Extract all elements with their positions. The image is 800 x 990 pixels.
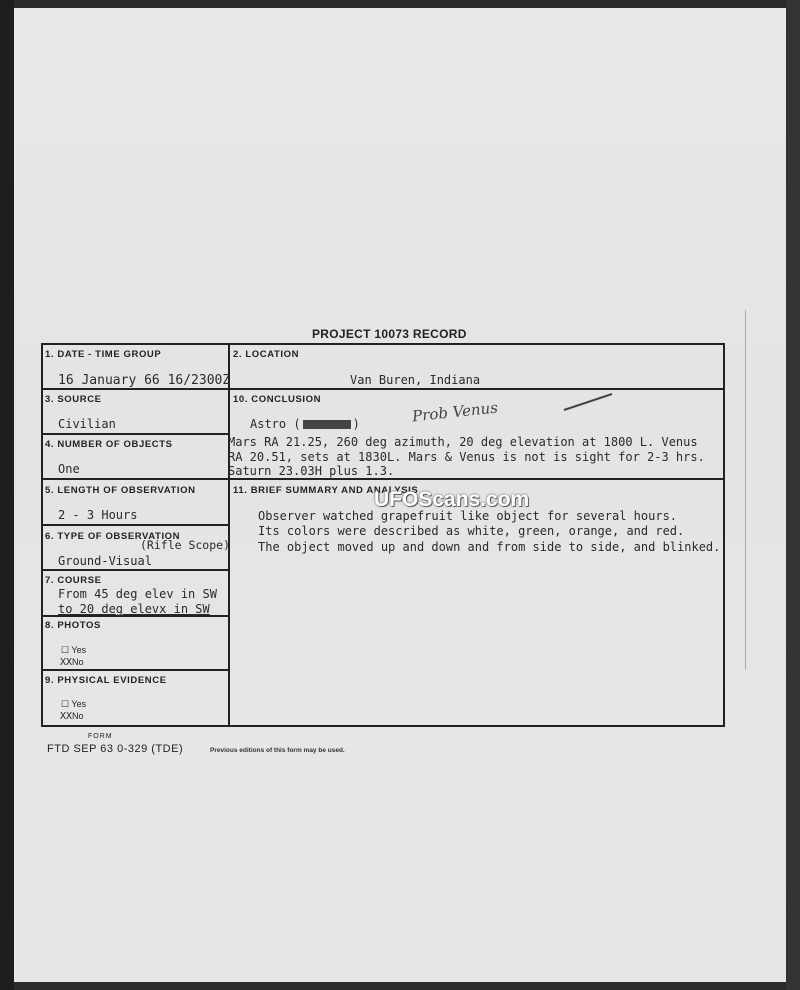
photos-no-label: No xyxy=(72,657,84,667)
conclusion-line-3: Saturn 23.03H plus 1.3. xyxy=(228,464,395,478)
photos-no-option xyxy=(60,657,84,668)
conclusion-paren-close: ) xyxy=(352,417,360,431)
course-line-2: to 20 deg elevx in SW xyxy=(58,602,210,616)
type-of-observation-label: 6. TYPE OF OBSERVATION xyxy=(45,531,181,542)
form-title: PROJECT 10073 RECORD xyxy=(312,327,467,341)
location-label: 2. LOCATION xyxy=(233,349,300,360)
summary-line-3: The object moved up and down and from side to side, and blinked. xyxy=(258,540,721,554)
date-time-group-value: 16 January 66 16/2300Z xyxy=(58,373,231,388)
photos-label: 8. PHOTOS xyxy=(45,620,101,631)
conclusion-value-text: Astro ( xyxy=(250,417,301,431)
date-time-group-label: 1. DATE - TIME GROUP xyxy=(45,349,162,360)
length-of-observation-label: 5. LENGTH OF OBSERVATION xyxy=(45,485,196,496)
physical-evidence-yes-label: Yes xyxy=(71,699,87,709)
footer-note: Previous editions of this form may be used. xyxy=(210,747,345,754)
redaction-mark xyxy=(303,420,351,429)
scan-margin-line xyxy=(745,310,746,670)
physical-evidence-yes-option xyxy=(61,699,86,710)
conclusion-value xyxy=(250,417,360,431)
conclusion-label: 10. CONCLUSION xyxy=(233,394,322,405)
footer-form-id: FTD SEP 63 0-329 (TDE) xyxy=(47,743,184,755)
scan-right-edge xyxy=(786,0,800,990)
length-of-observation-value: 2 - 3 Hours xyxy=(58,508,138,522)
scan-left-edge xyxy=(0,0,14,990)
course-label: 7. COURSE xyxy=(45,575,102,586)
watermark: UFOScans.com xyxy=(374,488,530,511)
physical-evidence-no-mark: XX xyxy=(60,711,73,722)
photos-yes-option xyxy=(61,645,86,656)
summary-line-1: Observer watched grapefruit like object for several hours. xyxy=(258,509,678,523)
type-of-observation-note: (Rifle Scope) xyxy=(140,538,231,552)
physical-evidence-yes-checkbox-icon: ☐ xyxy=(61,699,70,709)
number-of-objects-value: One xyxy=(58,462,80,476)
number-of-objects-label: 4. NUMBER OF OBJECTS xyxy=(45,439,173,450)
row-divider-1 xyxy=(41,388,725,390)
handwritten-note: Prob Venus xyxy=(411,398,499,426)
physical-evidence-no-option xyxy=(60,711,84,722)
conclusion-line-2: RA 20.51, sets at 1830L. Mars & Venus is not is sight for 2-3 hrs. xyxy=(228,450,705,464)
physical-evidence-no-label: No xyxy=(72,711,84,721)
conclusion-line-1: Mars RA 21.25, 260 deg azimuth, 20 deg elevation at 1800 L. Venus xyxy=(228,435,698,449)
row-divider-3 xyxy=(41,478,725,480)
photos-yes-label: Yes xyxy=(71,645,87,655)
photos-yes-checkbox-icon: ☐ xyxy=(61,645,70,655)
source-label: 3. SOURCE xyxy=(45,394,102,405)
row-divider-left-4 xyxy=(41,524,229,526)
row-divider-left-7 xyxy=(41,669,229,671)
footer-form-word: FORM xyxy=(88,733,113,740)
photos-no-mark: XX xyxy=(60,657,73,668)
type-of-observation-value: Ground-Visual xyxy=(58,554,152,568)
source-value: Civilian xyxy=(58,417,116,431)
summary-line-2: Its colors were described as white, green, orange, and red. xyxy=(258,524,685,538)
physical-evidence-label: 9. PHYSICAL EVIDENCE xyxy=(45,675,167,686)
row-divider-left-5 xyxy=(41,569,229,571)
row-divider-left-2 xyxy=(41,433,229,435)
brief-summary-label: 11. BRIEF SUMMARY AND ANALYSIS xyxy=(233,485,419,496)
handwritten-stroke-icon xyxy=(562,390,618,414)
course-line-1: From 45 deg elev in SW xyxy=(58,587,217,601)
location-value: Van Buren, Indiana xyxy=(350,373,481,387)
